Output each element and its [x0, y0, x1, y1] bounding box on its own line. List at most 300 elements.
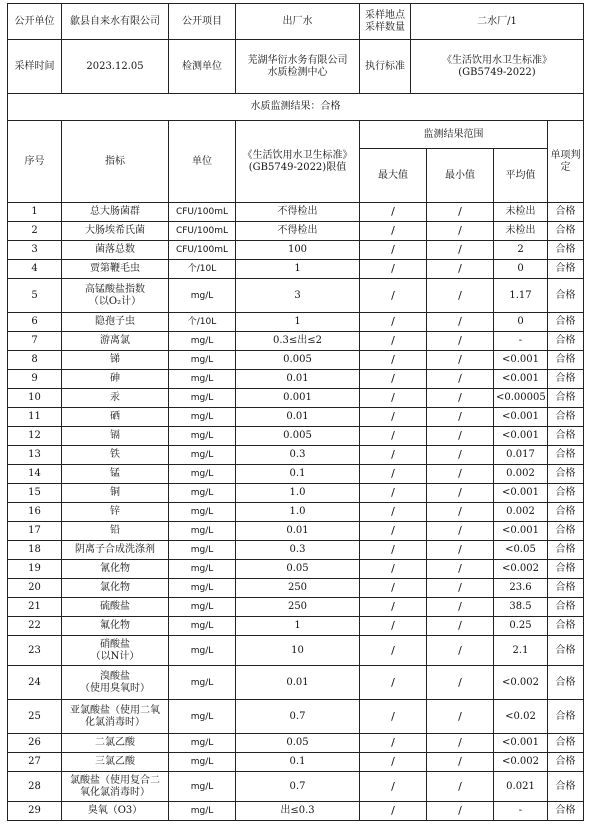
- std-value-line2: (GB5749-2022): [458, 66, 536, 78]
- avg-cell: <0.002: [494, 753, 548, 772]
- unit-cell: mg/L: [169, 465, 236, 484]
- unit-cell: mg/L: [169, 700, 236, 734]
- table-row: [8, 617, 584, 636]
- avg-cell: -: [494, 332, 548, 351]
- avg-cell: <0.00005: [494, 389, 548, 408]
- col-max: 最大值: [360, 149, 427, 203]
- indicator-name-line1: 硝酸盐: [100, 638, 130, 650]
- avg-cell: <0.001: [494, 734, 548, 753]
- table-row: [8, 465, 584, 484]
- col-verdict: 单项判定: [548, 121, 584, 203]
- avg-cell: 0: [494, 313, 548, 332]
- min-cell: /: [427, 753, 494, 772]
- indicator-name: 砷: [62, 370, 169, 389]
- verdict-cell: 合格: [548, 541, 584, 560]
- avg-cell: <0.002: [494, 560, 548, 579]
- col-avg: 平均值: [494, 149, 548, 203]
- avg-cell: 0.002: [494, 503, 548, 522]
- row-number: 11: [8, 408, 62, 427]
- indicator-name-line2: 氧化氯消毒时）: [80, 786, 150, 798]
- avg-cell: <0.001: [494, 370, 548, 389]
- limit-cell: 0.3: [236, 541, 360, 560]
- verdict-cell: 合格: [548, 203, 584, 222]
- min-cell: /: [427, 700, 494, 734]
- site-label: [360, 4, 411, 40]
- avg-cell: 0: [494, 260, 548, 279]
- row-number: 16: [8, 503, 62, 522]
- table-row: [8, 598, 584, 617]
- item-label: 公开项目: [169, 4, 236, 40]
- indicator-name-line1: 亚氯酸盐（使用二氧: [70, 704, 160, 716]
- table-row: [8, 427, 584, 446]
- max-cell: /: [360, 802, 427, 821]
- indicator-name: 铅: [62, 522, 169, 541]
- min-cell: /: [427, 279, 494, 313]
- verdict-cell: 合格: [548, 579, 584, 598]
- unit-cell: mg/L: [169, 427, 236, 446]
- unit-cell: mg/L: [169, 734, 236, 753]
- indicator-name: 锰: [62, 465, 169, 484]
- verdict-cell: 合格: [548, 700, 584, 734]
- min-cell: /: [427, 734, 494, 753]
- verdict-cell: 合格: [548, 465, 584, 484]
- unit-cell: CFU/100mL: [169, 241, 236, 260]
- unit-cell: mg/L: [169, 522, 236, 541]
- table-row: [8, 772, 584, 802]
- col-limit-line1: 《生活饮用水卫生标准》: [242, 149, 353, 161]
- min-cell: /: [427, 222, 494, 241]
- avg-cell: <0.001: [494, 522, 548, 541]
- col-range: 监测结果范围: [360, 121, 548, 149]
- row-number: 15: [8, 484, 62, 503]
- unit-cell: mg/L: [169, 617, 236, 636]
- max-cell: /: [360, 753, 427, 772]
- verdict-cell: 合格: [548, 617, 584, 636]
- max-cell: /: [360, 636, 427, 666]
- unit-cell: CFU/100mL: [169, 222, 236, 241]
- verdict-cell: 合格: [548, 313, 584, 332]
- org-value-line2: 水质检测中心: [267, 66, 328, 78]
- max-cell: /: [360, 772, 427, 802]
- row-number: 28: [8, 772, 62, 802]
- indicator-name: 隐孢子虫: [62, 313, 169, 332]
- min-cell: /: [427, 541, 494, 560]
- result-banner: 水质监测结果：合格: [8, 94, 584, 121]
- row-number: 23: [8, 636, 62, 666]
- unit-value: 歙县自来水有限公司: [62, 4, 169, 40]
- table-row: [8, 370, 584, 389]
- limit-cell: 0.7: [236, 772, 360, 802]
- unit-cell: mg/L: [169, 560, 236, 579]
- row-number: 12: [8, 427, 62, 446]
- table-row: [8, 802, 584, 821]
- unit-cell: 个/10L: [169, 313, 236, 332]
- row-number: 13: [8, 446, 62, 465]
- max-cell: /: [360, 222, 427, 241]
- limit-cell: 0.001: [236, 389, 360, 408]
- min-cell: /: [427, 772, 494, 802]
- min-cell: /: [427, 370, 494, 389]
- max-cell: /: [360, 260, 427, 279]
- limit-cell: 250: [236, 598, 360, 617]
- indicator-name-line1: 氯酸盐（使用复合二: [70, 774, 160, 786]
- indicator-name: 锌: [62, 503, 169, 522]
- max-cell: /: [360, 579, 427, 598]
- row-number: 21: [8, 598, 62, 617]
- row-number: 5: [8, 279, 62, 313]
- max-cell: /: [360, 734, 427, 753]
- indicator-name-line1: 溴酸盐: [100, 670, 130, 682]
- limit-cell: 1: [236, 260, 360, 279]
- unit-cell: mg/L: [169, 802, 236, 821]
- max-cell: /: [360, 560, 427, 579]
- row-number: 22: [8, 617, 62, 636]
- table-row: [8, 203, 584, 222]
- avg-cell: 2.1: [494, 636, 548, 666]
- max-cell: /: [360, 503, 427, 522]
- site-label-line1: 采样地点: [365, 9, 405, 21]
- time-label: 采样时间: [8, 40, 62, 94]
- table-row: [8, 541, 584, 560]
- table-row: [8, 408, 584, 427]
- col-limit: [236, 121, 360, 203]
- unit-cell: mg/L: [169, 279, 236, 313]
- min-cell: /: [427, 617, 494, 636]
- limit-cell: 0.05: [236, 560, 360, 579]
- min-cell: /: [427, 636, 494, 666]
- org-value-line1: 芜湖华衍水务有限公司: [247, 54, 348, 66]
- avg-cell: <0.02: [494, 700, 548, 734]
- limit-cell: 3: [236, 279, 360, 313]
- min-cell: /: [427, 389, 494, 408]
- row-number: 6: [8, 313, 62, 332]
- max-cell: /: [360, 465, 427, 484]
- verdict-cell: 合格: [548, 598, 584, 617]
- limit-cell: 0.1: [236, 753, 360, 772]
- col-min: 最小值: [427, 149, 494, 203]
- verdict-cell: 合格: [548, 666, 584, 700]
- limit-cell: 100: [236, 241, 360, 260]
- table-row: [8, 446, 584, 465]
- limit-cell: 1.0: [236, 484, 360, 503]
- results-rows: [8, 203, 584, 821]
- row-number: 18: [8, 541, 62, 560]
- min-cell: /: [427, 484, 494, 503]
- verdict-cell: 合格: [548, 802, 584, 821]
- table-row: [8, 222, 584, 241]
- indicator-name: 氟化物: [62, 617, 169, 636]
- col-indicator: 指标: [62, 121, 169, 203]
- max-cell: /: [360, 370, 427, 389]
- limit-cell: 0.3≤出≤2: [236, 332, 360, 351]
- min-cell: /: [427, 522, 494, 541]
- unit-cell: 个/10L: [169, 260, 236, 279]
- col-unit: 单位: [169, 121, 236, 203]
- verdict-cell: 合格: [548, 560, 584, 579]
- indicator-name: 游离氯: [62, 332, 169, 351]
- limit-cell: 不得检出: [236, 203, 360, 222]
- indicator-name-line2: （以N计）: [90, 650, 140, 662]
- indicator-name-line2: （使用臭氧时）: [80, 682, 150, 694]
- verdict-cell: 合格: [548, 389, 584, 408]
- row-number: 1: [8, 203, 62, 222]
- table-row: [8, 700, 584, 734]
- verdict-cell: 合格: [548, 427, 584, 446]
- row-number: 3: [8, 241, 62, 260]
- row-number: 25: [8, 700, 62, 734]
- limit-cell: 0.3: [236, 446, 360, 465]
- limit-cell: 不得检出: [236, 222, 360, 241]
- min-cell: /: [427, 351, 494, 370]
- row-number: 4: [8, 260, 62, 279]
- indicator-name-line1: 高锰酸盐指数: [85, 283, 145, 295]
- min-cell: /: [427, 802, 494, 821]
- unit-cell: mg/L: [169, 484, 236, 503]
- row-number: 20: [8, 579, 62, 598]
- unit-cell: mg/L: [169, 408, 236, 427]
- avg-cell: 23.6: [494, 579, 548, 598]
- std-value-line1: 《生活饮用水卫生标准》: [442, 54, 552, 66]
- avg-cell: 38.5: [494, 598, 548, 617]
- site-label-line2: 采样数量: [365, 21, 405, 33]
- unit-cell: mg/L: [169, 351, 236, 370]
- unit-cell: mg/L: [169, 666, 236, 700]
- verdict-cell: 合格: [548, 260, 584, 279]
- avg-cell: <0.001: [494, 484, 548, 503]
- avg-cell: <0.002: [494, 666, 548, 700]
- verdict-cell: 合格: [548, 753, 584, 772]
- verdict-cell: 合格: [548, 241, 584, 260]
- max-cell: /: [360, 332, 427, 351]
- table-row: [8, 734, 584, 753]
- max-cell: /: [360, 666, 427, 700]
- unit-cell: mg/L: [169, 579, 236, 598]
- max-cell: /: [360, 408, 427, 427]
- verdict-cell: 合格: [548, 772, 584, 802]
- indicator-name: 臭氧（O3）: [62, 802, 169, 821]
- avg-cell: 0.017: [494, 446, 548, 465]
- row-number: 7: [8, 332, 62, 351]
- max-cell: /: [360, 313, 427, 332]
- indicator-name: 二氯乙酸: [62, 734, 169, 753]
- table-row: [8, 522, 584, 541]
- table-row: [8, 389, 584, 408]
- row-number: 26: [8, 734, 62, 753]
- table-row: [8, 579, 584, 598]
- limit-cell: 10: [236, 636, 360, 666]
- table-row: [8, 636, 584, 666]
- avg-cell: 未检出: [494, 222, 548, 241]
- org-value: [236, 40, 360, 94]
- indicator-name: 氰化物: [62, 560, 169, 579]
- limit-cell: 250: [236, 579, 360, 598]
- table-row: [8, 351, 584, 370]
- row-number: 17: [8, 522, 62, 541]
- table-row: [8, 503, 584, 522]
- indicator-name: 总大肠菌群: [62, 203, 169, 222]
- max-cell: /: [360, 598, 427, 617]
- unit-cell: mg/L: [169, 598, 236, 617]
- table-row: [8, 279, 584, 313]
- avg-cell: 未检出: [494, 203, 548, 222]
- max-cell: /: [360, 203, 427, 222]
- unit-cell: mg/L: [169, 753, 236, 772]
- indicator-name: [62, 279, 169, 313]
- indicator-name-line2: （以O₂计）: [88, 295, 142, 307]
- avg-cell: 0.021: [494, 772, 548, 802]
- min-cell: /: [427, 503, 494, 522]
- limit-cell: 0.7: [236, 700, 360, 734]
- avg-cell: <0.001: [494, 427, 548, 446]
- max-cell: /: [360, 446, 427, 465]
- avg-cell: <0.001: [494, 408, 548, 427]
- indicator-name: 贾第鞭毛虫: [62, 260, 169, 279]
- unit-cell: mg/L: [169, 541, 236, 560]
- avg-cell: 1.17: [494, 279, 548, 313]
- max-cell: /: [360, 522, 427, 541]
- min-cell: /: [427, 579, 494, 598]
- indicator-name: [62, 666, 169, 700]
- avg-cell: 0.002: [494, 465, 548, 484]
- verdict-cell: 合格: [548, 484, 584, 503]
- limit-cell: 1: [236, 313, 360, 332]
- verdict-cell: 合格: [548, 279, 584, 313]
- indicator-name-line2: 化氯消毒时）: [85, 716, 145, 728]
- row-number: 24: [8, 666, 62, 700]
- avg-cell: 2: [494, 241, 548, 260]
- verdict-cell: 合格: [548, 446, 584, 465]
- table-row: [8, 260, 584, 279]
- unit-cell: mg/L: [169, 446, 236, 465]
- results-table: [7, 93, 584, 821]
- row-number: 14: [8, 465, 62, 484]
- col-limit-line2: (GB5749-2022)限值: [248, 161, 347, 173]
- min-cell: /: [427, 427, 494, 446]
- limit-cell: 1.0: [236, 503, 360, 522]
- min-cell: /: [427, 332, 494, 351]
- unit-cell: mg/L: [169, 389, 236, 408]
- row-number: 19: [8, 560, 62, 579]
- min-cell: /: [427, 560, 494, 579]
- row-number: 10: [8, 389, 62, 408]
- table-row: [8, 484, 584, 503]
- indicator-name: 汞: [62, 389, 169, 408]
- verdict-cell: 合格: [548, 351, 584, 370]
- unit-cell: mg/L: [169, 503, 236, 522]
- row-number: 29: [8, 802, 62, 821]
- indicator-name: 镉: [62, 427, 169, 446]
- limit-cell: 0.05: [236, 734, 360, 753]
- unit-cell: mg/L: [169, 370, 236, 389]
- unit-cell: mg/L: [169, 636, 236, 666]
- item-value: 出厂水: [236, 4, 360, 40]
- limit-cell: 1: [236, 617, 360, 636]
- max-cell: /: [360, 389, 427, 408]
- max-cell: /: [360, 484, 427, 503]
- org-label: 检测单位: [169, 40, 236, 94]
- indicator-name: [62, 772, 169, 802]
- max-cell: /: [360, 279, 427, 313]
- verdict-cell: 合格: [548, 370, 584, 389]
- time-value: 2023.12.05: [62, 40, 169, 94]
- std-value: [411, 40, 584, 94]
- indicator-name: 菌落总数: [62, 241, 169, 260]
- verdict-cell: 合格: [548, 222, 584, 241]
- max-cell: /: [360, 700, 427, 734]
- indicator-name: 阴离子合成洗涤剂: [62, 541, 169, 560]
- indicator-name: 锑: [62, 351, 169, 370]
- limit-cell: 0.01: [236, 666, 360, 700]
- min-cell: /: [427, 260, 494, 279]
- header-table: [7, 3, 584, 94]
- limit-cell: 0.005: [236, 351, 360, 370]
- avg-cell: <0.001: [494, 351, 548, 370]
- avg-cell: 0.25: [494, 617, 548, 636]
- row-number: 8: [8, 351, 62, 370]
- table-row: [8, 560, 584, 579]
- indicator-name: 大肠埃希氏菌: [62, 222, 169, 241]
- site-value: 二水厂/1: [411, 4, 584, 40]
- min-cell: /: [427, 598, 494, 617]
- table-row: [8, 666, 584, 700]
- min-cell: /: [427, 446, 494, 465]
- limit-cell: 0.01: [236, 522, 360, 541]
- indicator-name: 硒: [62, 408, 169, 427]
- row-number: 2: [8, 222, 62, 241]
- limit-cell: 0.005: [236, 427, 360, 446]
- verdict-cell: 合格: [548, 503, 584, 522]
- std-label: 执行标准: [360, 40, 411, 94]
- indicator-name: 氯化物: [62, 579, 169, 598]
- limit-cell: 出≤0.3: [236, 802, 360, 821]
- limit-cell: 0.1: [236, 465, 360, 484]
- min-cell: /: [427, 203, 494, 222]
- verdict-cell: 合格: [548, 522, 584, 541]
- indicator-name: 铁: [62, 446, 169, 465]
- min-cell: /: [427, 408, 494, 427]
- min-cell: /: [427, 313, 494, 332]
- verdict-cell: 合格: [548, 734, 584, 753]
- table-row: [8, 241, 584, 260]
- max-cell: /: [360, 427, 427, 446]
- verdict-cell: 合格: [548, 636, 584, 666]
- row-number: 27: [8, 753, 62, 772]
- verdict-cell: 合格: [548, 332, 584, 351]
- limit-cell: 0.01: [236, 370, 360, 389]
- max-cell: /: [360, 351, 427, 370]
- indicator-name: 三氯乙酸: [62, 753, 169, 772]
- min-cell: /: [427, 465, 494, 484]
- table-row: [8, 313, 584, 332]
- table-row: [8, 332, 584, 351]
- unit-label: 公开单位: [8, 4, 62, 40]
- max-cell: /: [360, 541, 427, 560]
- indicator-name: 硫酸盐: [62, 598, 169, 617]
- min-cell: /: [427, 241, 494, 260]
- indicator-name: [62, 700, 169, 734]
- unit-cell: mg/L: [169, 772, 236, 802]
- unit-cell: CFU/100mL: [169, 203, 236, 222]
- avg-cell: <0.05: [494, 541, 548, 560]
- min-cell: /: [427, 666, 494, 700]
- col-seq: 序号: [8, 121, 62, 203]
- max-cell: /: [360, 617, 427, 636]
- avg-cell: -: [494, 802, 548, 821]
- indicator-name: 铜: [62, 484, 169, 503]
- unit-cell: mg/L: [169, 332, 236, 351]
- row-number: 9: [8, 370, 62, 389]
- table-row: [8, 753, 584, 772]
